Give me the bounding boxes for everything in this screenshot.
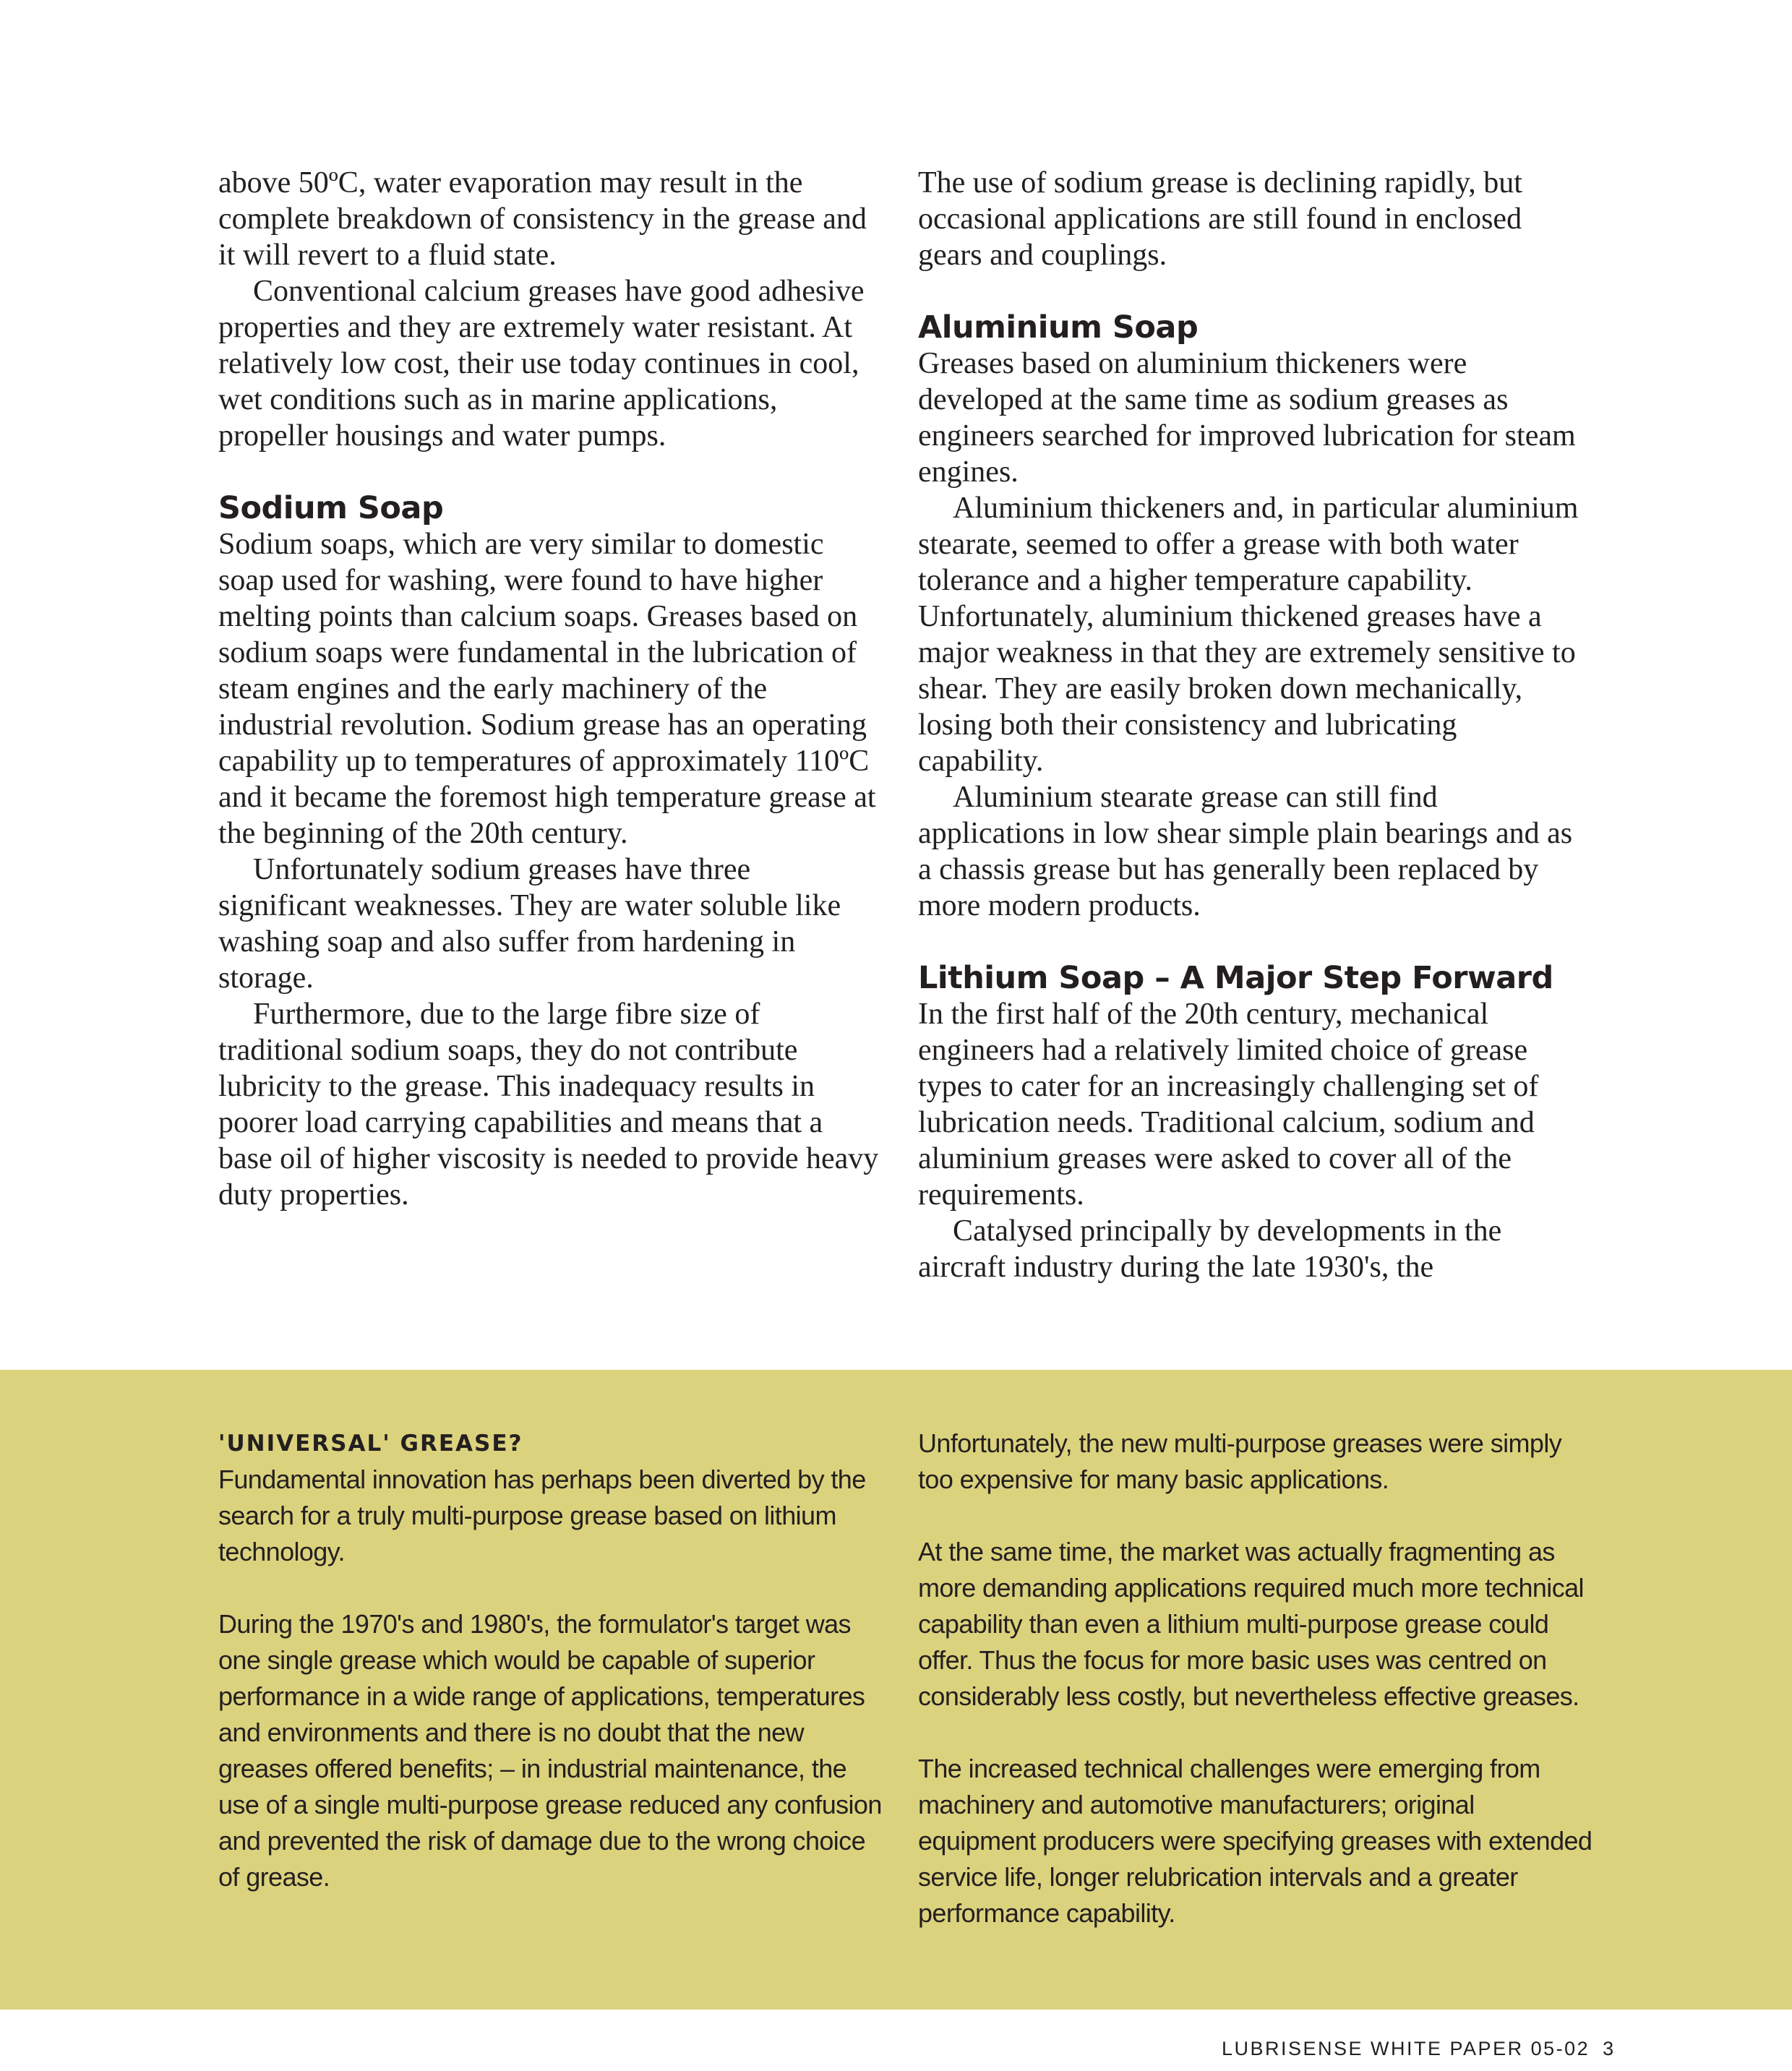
page-footer: [1222, 2038, 1616, 2060]
paragraph: The increased technical challenges were emerging from machinery and automotive manufacturers; original equipment producers were specifying greases with extended service life, longer relubrication intervals and a greater performance capability.: [918, 1754, 1592, 1928]
section-heading-sodium-soap: Sodium Soap: [218, 490, 444, 526]
universal-grease-callout-box: [0, 1370, 1792, 2010]
paragraph: Furthermore, due to the large fibre size of traditional sodium soaps, they do not contribute lubricity to the grease. This inadequacy results in poorer load carrying capabilities and means that a base oil of higher viscosity is needed to provide heavy duty properties.: [218, 998, 879, 1212]
paragraph: Aluminium stearate grease can still find applications in low shear simple plain bearings and as a chassis grease but has generally been replaced by more modern products.: [918, 781, 1573, 922]
paragraph: Greases based on aluminium thickeners were developed at the same time as sodium greases as engineers searched for improved lubrication for steam engines.: [918, 347, 1576, 489]
callout-left-column: [218, 1425, 883, 1895]
section-heading-aluminium-soap: Aluminium Soap: [918, 309, 1199, 346]
paragraph: above 50ºC, water evaporation may result in the complete breakdown of consistency in the grease and it will revert to a fluid state.: [218, 166, 867, 272]
paragraph: Conventional calcium greases have good adhesive properties and they are extremely water resistant. At relatively low cost, their use today continues in cool, wet conditions such as in marine applications, propeller housings and water pumps.: [218, 275, 865, 453]
paragraph: Aluminium thickeners and, in particular aluminium stearate, seemed to offer a grease with both water tolerance and a higher temperature capability. Unfortunately, aluminium thickened greases have a major weakness in that they are extremely sensitive to shear. They are easily broken down mechanically, losing both their consistency and lubricating capability.: [918, 492, 1579, 778]
section-heading-lithium-soap: Lithium Soap – A Major Step Forward: [918, 960, 1553, 996]
paragraph: During the 1970's and 1980's, the formulator's target was one single grease which would be capable of superior performance in a wide range of applications, temperatures and environments and there is no doubt that the new greases offered benefits; – in industrial maintenance, the use of a single multi-purpose grease reduced any confusion and prevented the risk of damage due to the wrong choice of grease.: [218, 1609, 882, 1892]
paragraph: At the same time, the market was actually fragmenting as more demanding applications required much more technical capability than even a lithium multi-purpose grease could offer. Thus the focus for more basic uses was centred on considerably less costly, but nevertheless effective greases.: [918, 1537, 1584, 1711]
paragraph: The use of sodium grease is declining rapidly, but occasional applications are still found in enclosed gears and couplings.: [918, 166, 1522, 272]
paragraph: Unfortunately, the new multi-purpose greases were simply too expensive for many basic applications.: [918, 1428, 1562, 1494]
left-text-column: [218, 165, 883, 1213]
callout-heading: 'UNIVERSAL' GREASE?: [218, 1431, 523, 1457]
right-text-column: [918, 165, 1583, 1285]
paragraph: Fundamental innovation has perhaps been diverted by the search for a truly multi-purpose grease based on lithium technology.: [218, 1465, 866, 1566]
paragraph: Catalysed principally by developments in the aircraft industry during the late 1930's, the: [918, 1214, 1502, 1284]
page-number: 3: [1603, 2038, 1616, 2059]
paragraph: Unfortunately sodium greases have three significant weaknesses. They are water soluble like washing soap and also suffer from hardening in storage.: [218, 853, 841, 995]
paragraph: Sodium soaps, which are very similar to domestic soap used for washing, were found to have higher melting points than calcium soaps. Greases based on sodium soaps were fundamental in the lubrication of steam engines and the early machinery of the industrial revolution. Sodium grease has an operating capability up to temperatures of approximately 110ºC and it became the foremost high temperature grease at the beginning of the 20th century.: [218, 528, 876, 850]
publication-title: LUBRISENSE WHITE PAPER 05-02: [1222, 2038, 1590, 2059]
callout-right-column: [918, 1425, 1598, 1931]
paragraph: In the first half of the 20th century, mechanical engineers had a relatively limited choice of grease types to cater for an increasingly challenging set of lubrication needs. Traditional calcium, sodium and aluminium greases were asked to cover all of the requirements.: [918, 998, 1539, 1212]
